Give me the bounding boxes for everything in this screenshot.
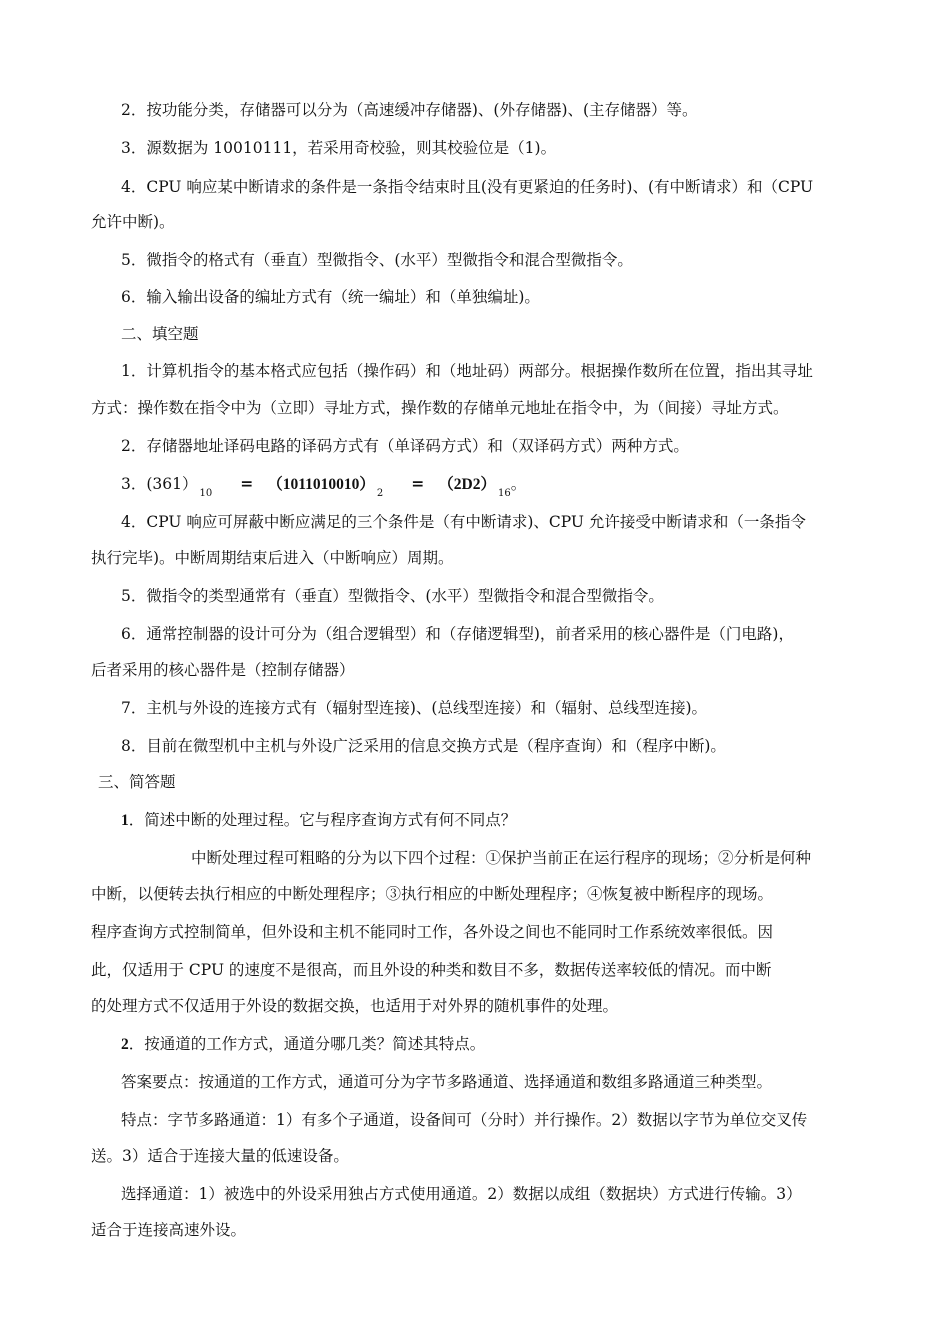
fill-item-6-cont: 后者采用的核心器件是（控制存储器）	[91, 661, 355, 679]
question-1	[121, 810, 901, 830]
question-2-text: ．按通道的工作方式，通道分哪几类？简述其特点。	[128, 1035, 486, 1053]
section3-heading: 三、简答题	[98, 773, 176, 791]
question-2-number: 2	[121, 1036, 129, 1053]
answer-1-line-4: 此，仅适用于 CPU 的速度不是很高，而且外设的种类和数目不多，数据传送率较低的情况。而中断	[91, 961, 772, 979]
equals-sign-1: =	[240, 474, 254, 493]
answer-2-line-2: 特点：字节多路通道：1）有多个子通道，设备间可（分时）并行操作。2）数据以字节为单位交叉传	[121, 1111, 808, 1129]
fill-item-7: 7．主机与外设的连接方式有（辐射型连接)、(总线型连接）和（辐射、总线型连接)。	[121, 699, 708, 717]
answer-1-line-2: 中断，以便转去执行相应的中断处理程序；③执行相应的中断处理程序；④恢复被中断程序的现场。	[91, 885, 774, 903]
conversion-prefix: 3．(361）	[121, 475, 198, 493]
fill-item-2: 2．存储器地址译码电路的译码方式有（单译码方式）和（双译码方式）两种方式。	[121, 437, 689, 455]
base2-subscript: 2	[376, 488, 384, 499]
answer-2-line-5: 适合于连接高速外设。	[91, 1221, 247, 1239]
base10-subscript: 10	[199, 488, 213, 499]
item-storage-classification: 2．按功能分类，存储器可以分为（高速缓冲存储器)、(外存储器)、(主存储器）等。	[121, 101, 698, 119]
question-2	[121, 1034, 901, 1054]
answer-2-line-3: 送。3）适合于连接大量的低速设备。	[91, 1147, 349, 1165]
fill-item-4-cont: 执行完毕)。中断周期结束后进入（中断响应）周期。	[91, 549, 454, 567]
fill-item-6: 6．通常控制器的设计可分为（组合逻辑型）和（存储逻辑型)，前者采用的核心器件是（门电路)，	[121, 625, 794, 643]
fill-item-1-cont: 方式：操作数在指令中为（立即）寻址方式，操作数的存储单元地址在指令中，为（间接）寻址方式。	[91, 399, 789, 417]
question-1-text: ．简述中断的处理过程。它与程序查询方式有何不同点？	[128, 811, 517, 829]
answer-2-line-1: 答案要点：按通道的工作方式，通道可分为字节多路通道、选择通道和数组多路通道三种类型。	[121, 1073, 773, 1091]
fill-item-8: 8．目前在微型机中主机与外设广泛采用的信息交换方式是（程序查询）和（程序中断)。	[121, 737, 726, 755]
item-interrupt-condition-cont: 允许中断)。	[91, 213, 175, 231]
item-parity-bit: 3．源数据为 10010111，若采用奇校验，则其校验位是（1)。	[121, 139, 557, 157]
base16-subscript: 16	[497, 488, 511, 499]
fill-item-5: 5．微指令的类型通常有（垂直）型微指令、(水平）型微指令和混合型微指令。	[121, 587, 664, 605]
answer-2-line-4: 选择通道：1）被选中的外设采用独占方式使用通道。2）数据以成组（数据块）方式进行传输。3）	[121, 1185, 802, 1203]
equals-sign-2: =	[411, 474, 425, 493]
binary-value: （1011010010）	[267, 476, 375, 493]
hex-value: （2D2）	[438, 476, 496, 493]
fill-item-1: 1．计算机指令的基本格式应包括（操作码）和（地址码）两部分。根据操作数所在位置，指出其寻址	[121, 362, 813, 380]
conversion-suffix: 。	[510, 475, 527, 493]
answer-1-line-1: 中断处理过程可粗略的分为以下四个过程：①保护当前正在运行程序的现场；②分析是何种	[191, 849, 812, 867]
answer-1-line-3: 程序查询方式控制简单，但外设和主机不能同时工作，各外设之间也不能同时工作系统效率很低。因	[91, 923, 774, 941]
question-1-number: 1	[121, 812, 129, 829]
item-interrupt-condition: 4．CPU 响应某中断请求的条件是一条指令结束时且(没有更紧迫的任务时)、(有中断请求）和（CPU	[121, 178, 814, 196]
item-microinstruction-format: 5．微指令的格式有（垂直）型微指令、(水平）型微指令和混合型微指令。	[121, 251, 633, 269]
fill-item-3-conversion	[121, 474, 901, 499]
section2-heading: 二、填空题	[121, 325, 199, 343]
item-io-addressing: 6．输入输出设备的编址方式有（统一编址）和（单独编址)。	[121, 288, 540, 306]
answer-1-line-5: 的处理方式不仅适用于外设的数据交换，也适用于对外界的随机事件的处理。	[91, 997, 619, 1015]
fill-item-4: 4．CPU 响应可屏蔽中断应满足的三个条件是（有中断请求)、CPU 允许接受中断请求和（一条指令	[121, 513, 806, 531]
